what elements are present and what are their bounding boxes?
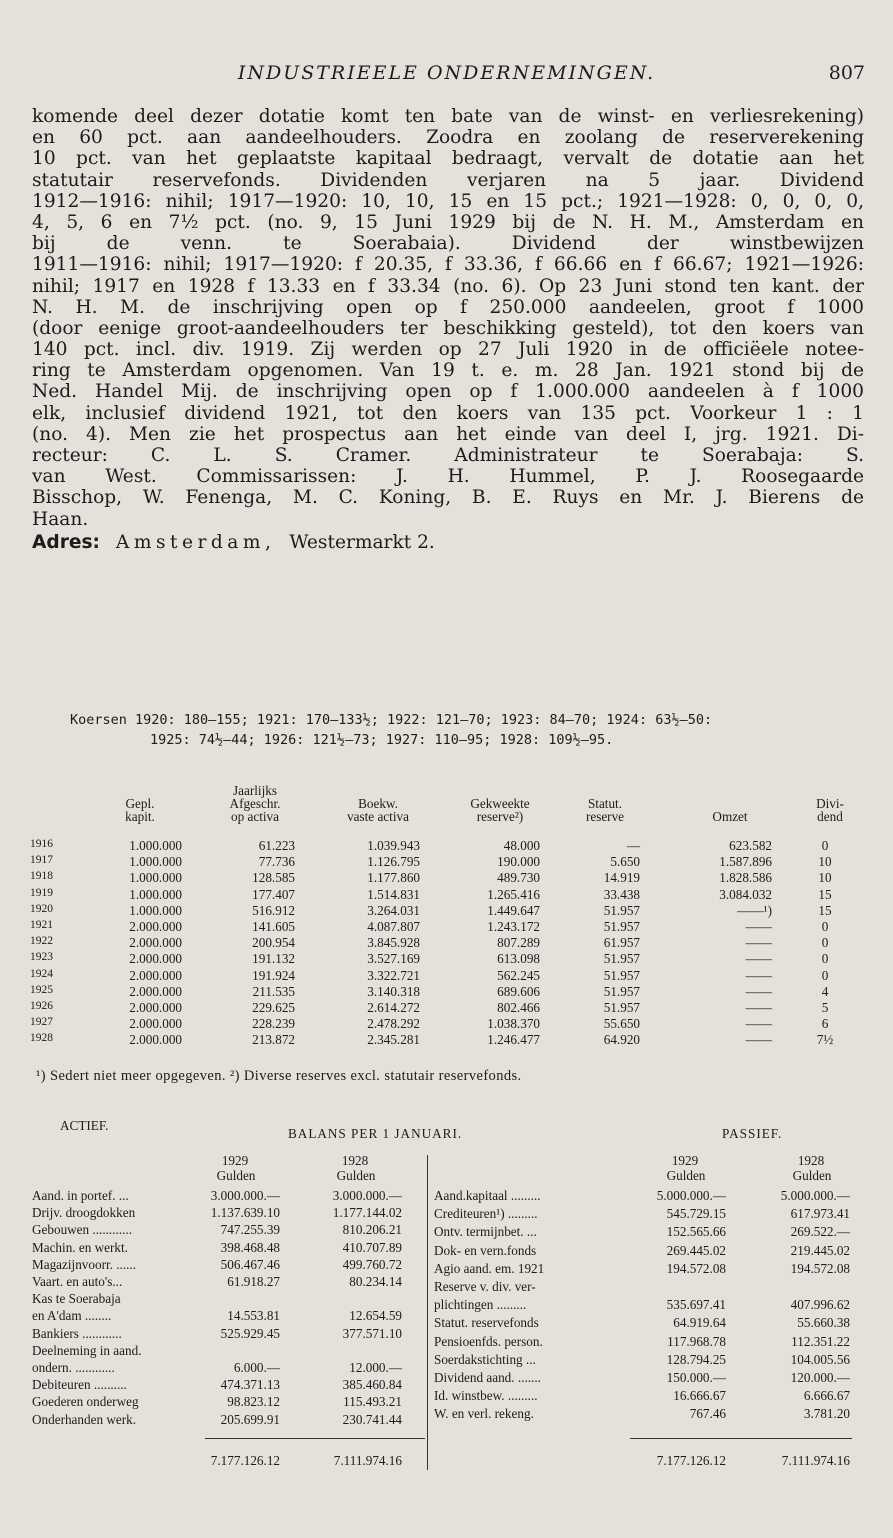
passief-value-1928: 6.666.67 xyxy=(803,1388,850,1404)
dividend-cell: 10 xyxy=(818,870,832,886)
actief-value-1929: 14.553.81 xyxy=(227,1308,280,1324)
boekw-cell: 3.140.318 xyxy=(367,983,420,999)
actief-item-label: Goederen onderweg xyxy=(32,1394,139,1410)
passief-item-label: W. en verl. rekeng. xyxy=(434,1406,534,1422)
passief-value-1928: 3.781.20 xyxy=(803,1406,850,1422)
gekweekte-cell: 1.265.416 xyxy=(487,886,540,902)
omzet-cell: —— xyxy=(745,935,772,951)
koersen-line: 1925: 74½—44; 1926: 121½—73; 1927: 110—95; 1928: 109½—95. xyxy=(150,732,614,748)
total-rule xyxy=(205,1438,425,1439)
gepl-cell: 2.000.000 xyxy=(129,951,182,967)
afgeschr-cell: 211.535 xyxy=(252,983,295,999)
address-city: Amsterdam, xyxy=(115,531,276,553)
body-line: van West. Commissarissen: J. H. Hummel, P. J. Roosegaarde xyxy=(32,466,864,488)
afgeschr-cell: 191.924 xyxy=(252,967,295,983)
actief-value-1929: 506.467.46 xyxy=(220,1256,280,1272)
body-line: 1912—1916: nihil; 1917—1920: 10, 10, 15 en 15 pct.; 1921—1928: 0, 0, 0, 0, xyxy=(32,190,864,212)
actief-item-label: Debiteuren .......... xyxy=(32,1377,127,1393)
year-cell: 1922 xyxy=(30,935,53,948)
passief-item-label: Aand.kapitaal ......... xyxy=(434,1188,541,1203)
page-number: 807 xyxy=(828,62,865,84)
afgeschr-cell: 128.585 xyxy=(252,870,295,886)
year-cell: 1920 xyxy=(30,902,53,915)
unit-header: Gulden xyxy=(336,1168,376,1183)
year-cell: 1928 xyxy=(30,1032,53,1045)
statut-cell: 51.957 xyxy=(603,902,640,918)
afgeschr-cell: 77.736 xyxy=(258,854,295,870)
body-line: elk, inclusief dividend 1921, tot den koers van 135 pct. Voorkeur 1 : 1 xyxy=(32,402,864,424)
statut-cell: 55.650 xyxy=(603,1016,640,1032)
actief-value-1928: 810.206.21 xyxy=(342,1222,402,1238)
passief-value-1929: 128.794.25 xyxy=(666,1351,726,1367)
passief-value-1929: 16.666.67 xyxy=(673,1388,726,1404)
passief-value-1929: 117.968.78 xyxy=(667,1333,726,1349)
boekw-cell: 1.126.795 xyxy=(367,854,420,870)
afgeschr-cell: 516.912 xyxy=(252,902,295,918)
balance-title: BALANS PER 1 JANUARI. xyxy=(288,1126,463,1141)
passief-item-label: Dok- en vern.fonds xyxy=(434,1242,537,1258)
actief-value-1928: 80.234.14 xyxy=(349,1274,402,1289)
statut-cell: 51.957 xyxy=(603,919,640,934)
passief-value-1929: 5.000.000.— xyxy=(656,1188,726,1203)
actief-value-1929: 61.918.27 xyxy=(227,1274,280,1289)
passief-item-label: plichtingen ......... xyxy=(434,1297,527,1313)
actief-value-1928: 3.000.000.— xyxy=(332,1188,402,1203)
statut-cell: 5.650 xyxy=(610,854,640,870)
gepl-cell: 1.000.000 xyxy=(129,886,182,902)
actief-value-1929: 205.699.91 xyxy=(220,1411,280,1427)
dividend-cell: 15 xyxy=(818,886,832,902)
actief-value-1928: 12.654.59 xyxy=(349,1308,402,1324)
omzet-cell: —— xyxy=(745,1000,772,1015)
actief-item-label: Magazijnvoorr. ...... xyxy=(32,1256,137,1272)
year-cell: 1916 xyxy=(30,838,53,850)
afgeschr-cell: 141.605 xyxy=(252,919,295,934)
boekw-cell: 3.264.031 xyxy=(367,902,420,918)
year-cell: 1919 xyxy=(30,886,53,899)
passief-label: PASSIEF. xyxy=(722,1126,783,1141)
statut-cell: 51.957 xyxy=(603,967,640,983)
actief-value-1929: 747.255.39 xyxy=(220,1222,280,1238)
year-header: 1929 xyxy=(671,1153,699,1168)
omzet-cell: 1.587.896 xyxy=(719,854,772,870)
afgeschr-cell: 191.132 xyxy=(252,951,295,967)
omzet-cell: 3.084.032 xyxy=(719,886,772,902)
col-header-divi: Divi- dend xyxy=(816,796,844,824)
gepl-cell: 2.000.000 xyxy=(129,935,182,951)
actief-value-1928: 410.707.89 xyxy=(342,1239,402,1255)
passief-value-1929: 269.445.02 xyxy=(666,1242,726,1258)
omzet-cell: —— xyxy=(745,1032,772,1048)
gekweekte-cell: 807.289 xyxy=(497,935,540,951)
dividend-cell: 4 xyxy=(821,983,829,999)
omzet-cell: —— xyxy=(745,983,772,999)
gekweekte-cell: 802.466 xyxy=(497,1000,540,1015)
gekweekte-cell: 48.000 xyxy=(503,838,540,853)
total-passief-1928: 7.111.974.16 xyxy=(781,1453,850,1468)
gepl-cell: 2.000.000 xyxy=(129,1000,182,1015)
gekweekte-cell: 190.000 xyxy=(497,854,540,870)
col-header-boekw: Boekw. vaste activa xyxy=(347,796,409,824)
col-header-statut: Statut. reserve xyxy=(585,796,625,824)
dividend-cell: 0 xyxy=(821,967,829,983)
actief-value-1929: 3.000.000.— xyxy=(210,1188,280,1203)
actief-value-1929: 1.137.639.10 xyxy=(210,1205,280,1221)
gepl-cell: 2.000.000 xyxy=(129,983,182,999)
year-cell: 1925 xyxy=(30,983,53,996)
gekweekte-cell: 689.606 xyxy=(497,983,540,999)
koersen-line: Koersen 1920: 180—155; 1921: 170—133½; 1922: 121—70; 1923: 84—70; 1924: 63½—50: xyxy=(70,712,713,728)
actief-item-label: Gebouwen ............ xyxy=(32,1222,132,1238)
col-header-afgeschr: Jaarlijks Afgeschr. op activa xyxy=(229,783,281,824)
actief-item-label: Drijv. droogdokken xyxy=(32,1205,136,1221)
dividend-cell: 0 xyxy=(821,935,829,951)
passief-item-label: Statut. reservefonds xyxy=(434,1315,539,1331)
passief-item-label: Dividend aand. ....... xyxy=(434,1370,541,1385)
year-header: 1928 xyxy=(341,1153,369,1168)
running-title: INDUSTRIEELE ONDERNEMINGEN. xyxy=(237,62,656,84)
gepl-cell: 1.000.000 xyxy=(129,902,182,918)
year-cell: 1924 xyxy=(30,967,53,980)
unit-header: Gulden xyxy=(792,1168,832,1183)
unit-header: Gulden xyxy=(216,1168,256,1183)
actief-item-label: Onderhanden werk. xyxy=(32,1411,136,1427)
actief-value-1929: 98.823.12 xyxy=(227,1394,280,1410)
omzet-cell: ——¹) xyxy=(737,902,772,918)
column-divider xyxy=(427,1155,428,1470)
actief-value-1928: 499.760.72 xyxy=(342,1256,402,1272)
passief-value-1928: 219.445.02 xyxy=(790,1242,850,1258)
omzet-cell: —— xyxy=(745,919,772,934)
actief-value-1928: 230.741.44 xyxy=(342,1411,402,1427)
passief-value-1928: 194.572.08 xyxy=(790,1260,850,1276)
actief-value-1928: 377.571.10 xyxy=(342,1325,402,1341)
actief-value-1928: 115.493.21 xyxy=(343,1394,402,1410)
passief-value-1928: 55.660.38 xyxy=(797,1315,850,1331)
actief-item-label: Machin. en werkt. xyxy=(32,1239,128,1255)
gepl-cell: 1.000.000 xyxy=(129,870,182,886)
omzet-cell: 1.828.586 xyxy=(719,870,772,886)
omzet-cell: 623.582 xyxy=(729,838,772,853)
passief-value-1928: 120.000.— xyxy=(790,1370,850,1385)
actief-item-label: Bankiers ............ xyxy=(32,1325,122,1341)
body-line: 4, 5, 6 en 7½ pct. (no. 9, 15 Juni 1929 bij de N. H. M., Amsterdam en xyxy=(32,211,864,233)
col-header-gekweekte: Gekweekte reserve²) xyxy=(470,796,530,824)
dividend-cell: 0 xyxy=(821,919,829,934)
statut-cell: 51.957 xyxy=(603,951,640,967)
boekw-cell: 1.177.860 xyxy=(367,870,420,886)
gepl-cell: 1.000.000 xyxy=(129,854,182,870)
dividend-cell: 6 xyxy=(821,1016,829,1032)
passief-value-1929: 194.572.08 xyxy=(666,1260,726,1276)
statut-cell: 33.438 xyxy=(603,886,640,902)
year-header: 1928 xyxy=(797,1153,825,1168)
body-line: (no. 4). Men zie het prospectus aan het einde van deel I, jrg. 1921. Di- xyxy=(32,423,864,445)
total-actief-1928: 7.111.974.16 xyxy=(333,1453,402,1468)
gepl-cell: 2.000.000 xyxy=(129,967,182,983)
actief-value-1929: 6.000.— xyxy=(233,1360,280,1375)
body-line: Ned. Handel Mij. de inschrijving open op f 1.000.000 aandeelen à f 1000 xyxy=(32,381,864,403)
passief-item-label: Crediteuren¹) ......... xyxy=(434,1206,538,1222)
actief-value-1929: 398.468.48 xyxy=(220,1239,280,1255)
actief-item-label: Deelneming in aand. xyxy=(32,1342,142,1358)
boekw-cell: 3.845.928 xyxy=(367,935,420,951)
gepl-cell: 2.000.000 xyxy=(129,1032,182,1048)
address-label: Adres: xyxy=(32,531,100,553)
actief-value-1928: 385.460.84 xyxy=(342,1377,402,1393)
statut-cell: — xyxy=(626,838,640,853)
actief-item-label: Kas te Soerabaja xyxy=(32,1291,121,1307)
col-header-gepl: Gepl. kapit. xyxy=(125,796,155,824)
total-actief-1929: 7.177.126.12 xyxy=(210,1453,280,1468)
passief-value-1928: 104.005.56 xyxy=(790,1351,850,1367)
total-rule xyxy=(630,1438,852,1439)
passief-value-1928: 269.522.— xyxy=(790,1224,850,1240)
year-cell: 1923 xyxy=(30,951,53,964)
gekweekte-cell: 1.038.370 xyxy=(487,1016,540,1032)
col-header-omzet: Omzet xyxy=(712,809,748,824)
address-street: Westermarkt 2. xyxy=(289,531,435,553)
afgeschr-cell: 177.407 xyxy=(252,886,295,902)
body-line: nihil; 1917 en 1928 f 13.33 en f 33.34 (no. 6). Op 23 Juni stond ten kant. der xyxy=(32,275,864,297)
table-footnote: ¹) Sedert niet meer opgegeven. ²) Diverse reserves excl. statutair reservefonds. xyxy=(36,1068,522,1084)
year-header: 1929 xyxy=(221,1153,249,1168)
boekw-cell: 1.514.831 xyxy=(367,886,420,902)
gekweekte-cell: 1.243.172 xyxy=(487,919,540,934)
actief-item-label: en A'dam ........ xyxy=(32,1308,112,1324)
statut-cell: 14.919 xyxy=(603,870,640,886)
passief-value-1929: 545.729.15 xyxy=(666,1206,726,1222)
passief-item-label: Reserve v. div. ver- xyxy=(434,1279,536,1294)
passief-value-1929: 767.46 xyxy=(689,1406,726,1422)
gekweekte-cell: 613.098 xyxy=(497,951,540,967)
body-line: bij de venn. te Soerabaia). Dividend der winstbewijzen xyxy=(32,233,864,255)
passief-value-1929: 152.565.66 xyxy=(666,1224,726,1240)
year-cell: 1926 xyxy=(30,1000,53,1012)
actief-item-label: Vaart. en auto's... xyxy=(32,1274,123,1289)
year-cell: 1921 xyxy=(30,919,53,931)
afgeschr-cell: 200.954 xyxy=(252,935,295,951)
afgeschr-cell: 213.872 xyxy=(252,1032,295,1048)
year-cell: 1917 xyxy=(30,854,53,867)
dividend-cell: 5 xyxy=(821,1000,829,1015)
statut-cell: 51.957 xyxy=(603,983,640,999)
omzet-cell: —— xyxy=(745,967,772,983)
passief-value-1928: 5.000.000.— xyxy=(780,1188,850,1203)
statut-cell: 64.920 xyxy=(603,1032,640,1048)
actief-value-1929: 525.929.45 xyxy=(220,1325,280,1341)
passief-value-1928: 407.996.62 xyxy=(790,1297,850,1313)
body-line: ring te Amsterdam opgenomen. Van 19 t. e. m. 28 Jan. 1921 stond bij de xyxy=(32,360,864,382)
afgeschr-cell: 229.625 xyxy=(252,1000,295,1015)
body-line: komende deel dezer dotatie komt ten bate van de winst- en verliesrekening) xyxy=(32,106,864,127)
dividend-cell: 0 xyxy=(821,838,829,853)
passief-value-1928: 617.973.41 xyxy=(790,1206,850,1222)
total-passief-1929: 7.177.126.12 xyxy=(656,1453,726,1468)
body-line: 10 pct. van het geplaatste kapitaal bedraagt, vervalt de dotatie aan het xyxy=(32,148,864,170)
passief-value-1929: 535.697.41 xyxy=(666,1297,726,1313)
gepl-cell: 2.000.000 xyxy=(129,919,182,934)
passief-item-label: Id. winstbew. ......... xyxy=(434,1388,538,1404)
gepl-cell: 2.000.000 xyxy=(129,1016,182,1032)
dividend-cell: 10 xyxy=(818,854,832,870)
body-line: en 60 pct. aan aandeelhouders. Zoodra en zoolang de reserverekening xyxy=(32,127,864,149)
actief-label: ACTIEF. xyxy=(60,1118,109,1133)
actief-item-label: ondern. ............ xyxy=(32,1360,115,1375)
boekw-cell: 3.322.721 xyxy=(367,967,420,983)
gekweekte-cell: 1.246.477 xyxy=(487,1032,540,1048)
body-line: statutair reservefonds. Dividenden verjaren na 5 jaar. Dividend xyxy=(32,169,864,191)
gepl-cell: 1.000.000 xyxy=(129,838,182,853)
passief-value-1929: 150.000.— xyxy=(666,1370,726,1385)
boekw-cell: 4.087.807 xyxy=(367,919,420,934)
body-line: recteur: C. L. S. Cramer. Administrateur te Soerabaja: S. xyxy=(32,445,864,466)
dividend-cell: 7½ xyxy=(816,1032,834,1048)
gekweekte-cell: 562.245 xyxy=(497,967,540,983)
dividend-cell: 0 xyxy=(821,951,829,967)
boekw-cell: 1.039.943 xyxy=(367,838,420,853)
body-line: Bisschop, W. Fenenga, M. C. Koning, B. E. Ruys en Mr. J. Bierens de xyxy=(32,487,864,509)
body-line: 140 pct. incl. div. 1919. Zij werden op 27 Juli 1920 in de officiëele notee- xyxy=(32,339,864,361)
body-line: (door eenige groot-aandeelhouders ter beschikking gesteld), tot den koers van xyxy=(32,317,864,339)
passief-value-1929: 64.919.64 xyxy=(673,1315,726,1331)
afgeschr-cell: 61.223 xyxy=(258,838,295,853)
boekw-cell: 2.478.292 xyxy=(367,1016,420,1032)
actief-value-1928: 1.177.144.02 xyxy=(332,1205,402,1221)
dividend-cell: 15 xyxy=(818,902,832,918)
statut-cell: 51.957 xyxy=(603,1000,640,1015)
omzet-cell: —— xyxy=(745,951,772,967)
passief-item-label: Soerdakstichting ... xyxy=(434,1351,536,1367)
actief-value-1929: 474.371.13 xyxy=(220,1377,280,1393)
body-line: 1911—1916: nihil; 1917—1920: f 20.35, f 33.36, f 66.66 en f 66.67; 1921—1926: xyxy=(32,254,864,276)
statut-cell: 61.957 xyxy=(603,935,640,951)
gekweekte-cell: 1.449.647 xyxy=(487,902,540,918)
year-cell: 1918 xyxy=(30,870,53,883)
afgeschr-cell: 228.239 xyxy=(252,1016,295,1032)
passief-item-label: Pensioenfds. person. xyxy=(434,1333,543,1349)
body-line: N. H. M. de inschrijving open op f 250.000 aandeelen, groot f 1000 xyxy=(32,296,864,318)
boekw-cell: 2.345.281 xyxy=(367,1032,420,1048)
passief-item-label: Agio aand. em. 1921 xyxy=(434,1260,545,1276)
boekw-cell: 3.527.169 xyxy=(367,951,420,967)
year-cell: 1927 xyxy=(30,1016,53,1029)
actief-value-1928: 12.000.— xyxy=(349,1360,402,1375)
omzet-cell: —— xyxy=(745,1016,772,1032)
passief-value-1928: 112.351.22 xyxy=(791,1333,850,1349)
actief-item-label: Aand. in portef. ... xyxy=(32,1188,129,1203)
body-line: Haan. xyxy=(32,508,89,530)
gekweekte-cell: 489.730 xyxy=(497,870,540,886)
unit-header: Gulden xyxy=(666,1168,706,1183)
passief-item-label: Ontv. termijnbet. ... xyxy=(434,1224,537,1240)
boekw-cell: 2.614.272 xyxy=(367,1000,420,1015)
